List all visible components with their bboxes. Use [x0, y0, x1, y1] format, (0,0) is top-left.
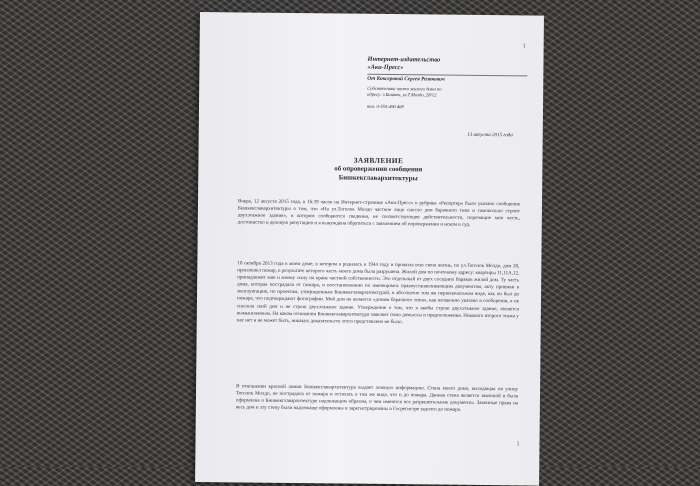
letter-date: 13 августа 2015 года: [467, 132, 513, 139]
body-paragraph-3: В отношении красной линии Бишкекглавархитектура выдает ложную информацию. Стена моего дома, выходящая на улицу Тоголок Молдо, не пострадала от пожара и осталась в том же виде, что и до пожара. Данная стена является законной и была оформлена в Бишкекглавархитектуре надлежащим образом, о чем имеются все разрешительные документы. Законные права на весь дом и эту стену были надлежаще оформлены и зарегистрированы в Госрегистре задолго до пожара.: [235, 383, 519, 414]
title-line-3: Бишкекглавархитектуры: [338, 174, 418, 183]
publisher-name: Интернет-издательство: [367, 55, 441, 64]
letter-header: [367, 56, 528, 111]
sender-address-2: адресу: г.Бишкек, ул.Т.Молдо, 28/12: [367, 91, 437, 98]
document-page: [195, 12, 544, 486]
page-number-bottom: 1: [516, 441, 520, 448]
sender-address-1: Собственники части жилого дома по: [367, 85, 442, 92]
sender-name: От Коксеровой Сергея Разакович: [367, 75, 445, 83]
sender-phone: тел. 0-555-490 468: [366, 103, 404, 110]
publisher-brand: «Аки-Пресс»: [367, 63, 404, 72]
title-line-1: ЗАЯВЛЕНИЕ: [353, 155, 404, 166]
document-title: [258, 155, 498, 185]
body-paragraph-1: Вчера, 12 августа 2015 года, в 16:39 часов на Интернет-странице «Аки-Пресс» в рубрике «Репортер» было указано сообщение Бишкекглавархитектуры о том, что «На ул.Тоголок Молдо частное лицо снесло дом барачного типа и самовольно строит двухэтажное здание», в котором сообщаются сведения, не соответствующие действительности, порочащие мои честь, достоинство и деловую репутацию и я вынуждена обратиться с заявлением об опровержении и иском в суд.: [237, 198, 521, 229]
body-paragraph-2: 10 октября 2013 года в моем доме, в котором я родилась в 1944 году и прожила всю свою жизнь, по ул.Тоголок Молдо, дом 28, произошел пожар, в результате которого часть моего дома была разрушена. Жилой дом по почтовому адресу: квартиры 11,11А,12, принадлежит мне и моему сыну на праве частной собственности. Это отдельный от двух соседних бараков жилой дом. Ту часть дома, которая пострадала от пожара, и восстановлению по имеющимся правоустанавливающим документам, акту приемки в эксплуатацию, по проектам, утвержденным Бишкекглавархитектурой, в абсолютно том же первоначальном виде, как он был до пожара, что подтверждают фотографии. Мой дом не является «домом барачного типа», как незаконно указано в сообщении, я не сносила свой дом и не строю двухэтажное здание. Утверждение о том, что я якобы строю двухэтажное здание, является вымышленным. На каком основании Бишкекглавархитектура заявляет свою домыслы и предположения. Никакого второго этажа у нас нет и не может быть, никаких доказательств этого представлено не было.: [236, 260, 520, 325]
title-line-2: об опровержении сообщения: [334, 165, 423, 174]
page-number-top: 1: [522, 43, 526, 50]
